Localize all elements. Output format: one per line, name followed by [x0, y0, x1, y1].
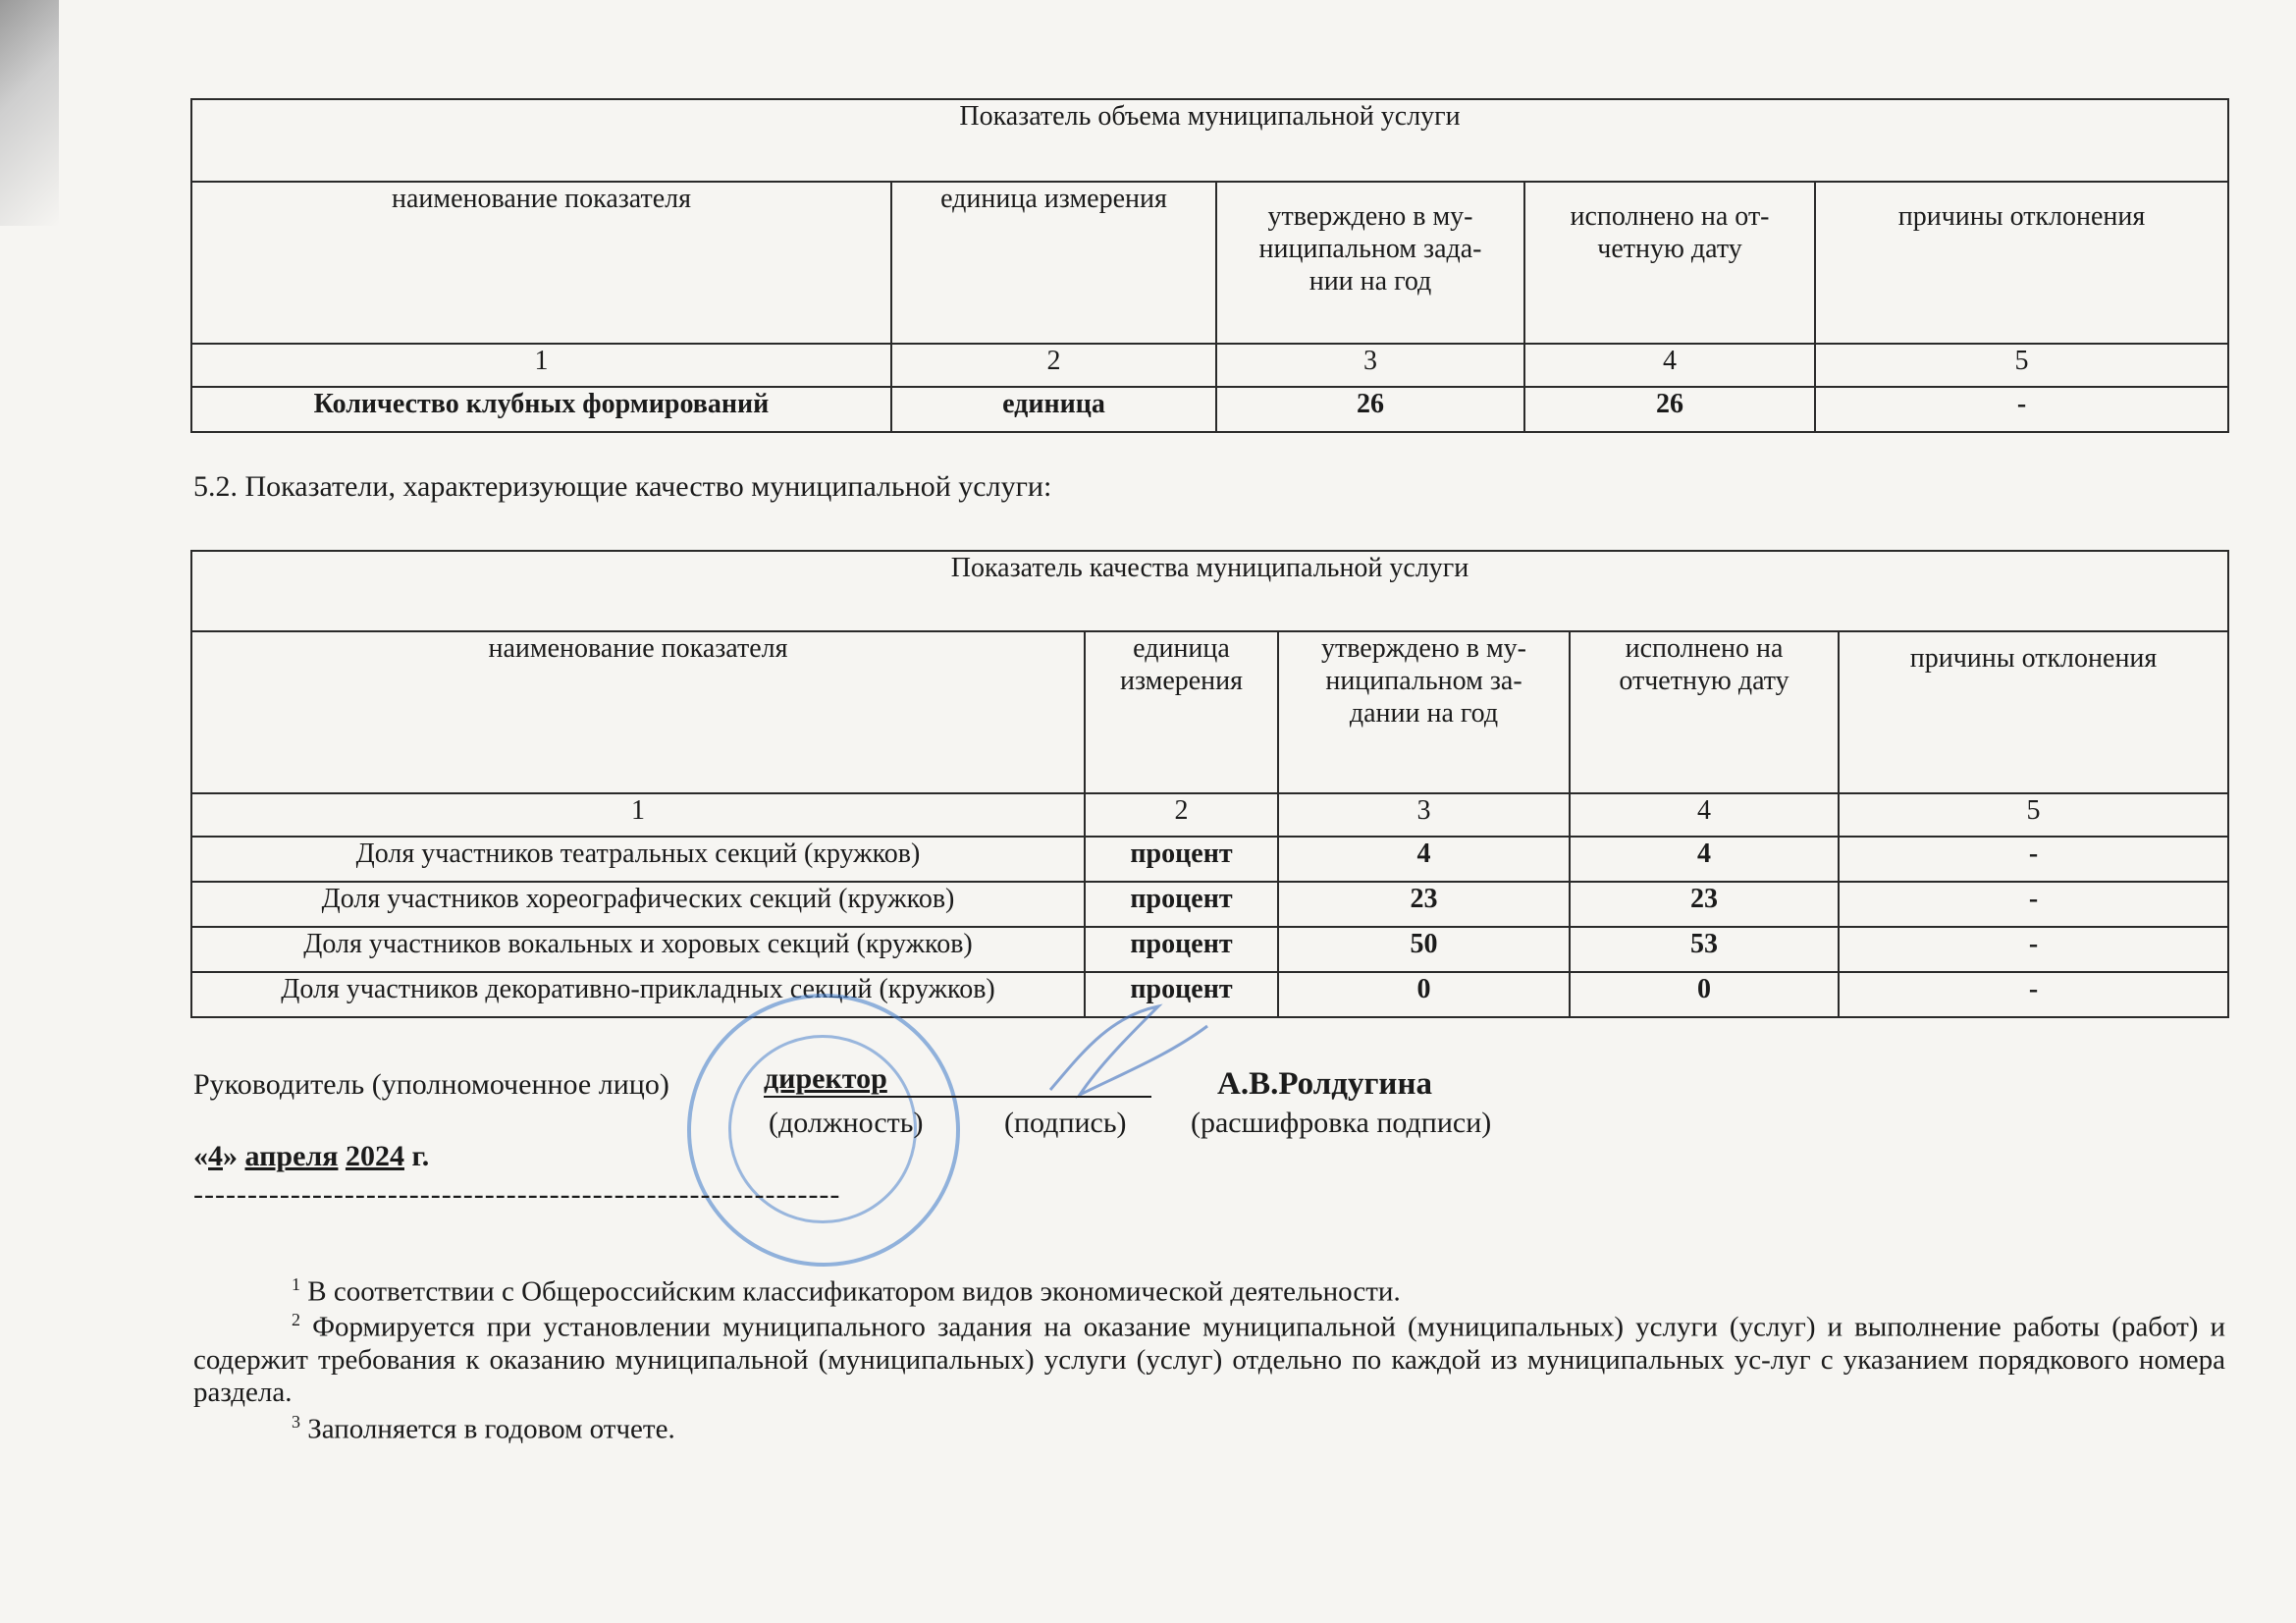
volume-colnum-4: 4 — [1524, 344, 1815, 387]
head-label: Руководитель (уполномоченное лицо) — [193, 1068, 669, 1101]
date-day: 4 — [208, 1140, 223, 1172]
volume-header-name: наименование показателя — [191, 182, 891, 344]
volume-header-row — [191, 182, 2228, 344]
volume-table — [190, 98, 2229, 433]
quality-row-unit: процент — [1085, 837, 1278, 882]
quality-row-done: 53 — [1570, 927, 1839, 972]
table-row — [191, 927, 2228, 972]
quality-colnum-3: 3 — [1278, 793, 1570, 837]
volume-colnum-2: 2 — [891, 344, 1216, 387]
quality-colnum-1: 1 — [191, 793, 1085, 837]
quality-colnum-5: 5 — [1839, 793, 2228, 837]
quality-colnum-row — [191, 793, 2228, 837]
scan-paper-edge — [0, 0, 59, 226]
quality-row-unit: процент — [1085, 927, 1278, 972]
quality-header-reason: причины отклонения — [1839, 631, 2228, 793]
volume-header-done: исполнено на от- четную дату — [1524, 182, 1815, 344]
quality-row-name: Доля участников театральных секций (кружков) — [191, 837, 1085, 882]
footnote-text: Заполняется в годовом отчете. — [307, 1413, 675, 1445]
volume-row-reason: - — [1815, 387, 2228, 432]
footnote-text: В соответствии с Общероссийским классификатором видов экономической деятельности. — [307, 1275, 1401, 1308]
quality-colnum-4: 4 — [1570, 793, 1839, 837]
footnote-mark: 1 — [292, 1274, 300, 1294]
date-suffix: г. — [411, 1140, 430, 1172]
quality-table-title: Показатель качества муниципальной услуги — [191, 551, 2228, 631]
quality-header-row — [191, 631, 2228, 793]
quality-row-name: Доля участников декоративно-прикладных секций (кружков) — [191, 972, 1085, 1017]
volume-colnum-1: 1 — [191, 344, 891, 387]
volume-title-row — [191, 99, 2228, 182]
volume-row-unit: единица — [891, 387, 1216, 432]
quality-row-done: 23 — [1570, 882, 1839, 927]
footnote-2 — [193, 1304, 2225, 1409]
quality-row-done: 0 — [1570, 972, 1839, 1017]
quality-title-row — [191, 551, 2228, 631]
table-row — [191, 882, 2228, 927]
name-caption: (расшифровка подписи) — [1191, 1107, 1492, 1139]
date-year: 2024 — [345, 1140, 404, 1172]
signature-caption: (подпись) — [1004, 1107, 1127, 1139]
quality-row-reason: - — [1839, 927, 2228, 972]
quality-row-approved: 23 — [1278, 882, 1570, 927]
date-open: « — [193, 1140, 208, 1172]
volume-colnum-5: 5 — [1815, 344, 2228, 387]
quality-header-name: наименование показателя — [191, 631, 1085, 793]
quality-caption: 5.2. Показатели, характеризующие качество муниципальной услуги: — [193, 470, 1052, 503]
volume-header-approved: утверждено в му- ниципальном зада- нии на год — [1216, 182, 1524, 344]
footnote-text: Формируется при установлении муниципального задания на оказание муниципальной (муниципальных) услуги (услуг) и выполнение работы (работ) и содержит требования к оказанию муниципальной (муниципальных) услуги (услуг) отдельно по каждой из муниципальных ус-луг с указанием порядкового номера раздела. — [193, 1311, 2226, 1408]
quality-row-approved: 50 — [1278, 927, 1570, 972]
quality-header-approved: утверждено в му- ниципальном за- дании на год — [1278, 631, 1570, 793]
quality-row-reason: - — [1839, 972, 2228, 1017]
quality-row-approved: 0 — [1278, 972, 1570, 1017]
quality-row-unit: процент — [1085, 972, 1278, 1017]
quality-row-done: 4 — [1570, 837, 1839, 882]
quality-row-unit: процент — [1085, 882, 1278, 927]
footnote-1 — [292, 1269, 2225, 1309]
footnote-mark: 3 — [292, 1412, 300, 1432]
footnote-mark: 2 — [292, 1310, 300, 1329]
report-date — [193, 1140, 429, 1173]
volume-header-unit: единица измерения — [891, 182, 1216, 344]
quality-table — [190, 550, 2229, 1018]
quality-row-approved: 4 — [1278, 837, 1570, 882]
footnote-separator: ------------------------------------------------------------ — [193, 1178, 841, 1211]
name-value: А.В.Ролдугина — [1217, 1066, 1432, 1102]
position-text: директор — [764, 1062, 887, 1095]
volume-colnum-row — [191, 344, 2228, 387]
quality-colnum-2: 2 — [1085, 793, 1278, 837]
volume-row-name: Количество клубных формирований — [191, 387, 891, 432]
quality-row-name: Доля участников вокальных и хоровых секций (кружков) — [191, 927, 1085, 972]
quality-header-done: исполнено на отчетную дату — [1570, 631, 1839, 793]
signature-row — [193, 1068, 669, 1102]
volume-row-approved: 26 — [1216, 387, 1524, 432]
date-month: апреля — [244, 1140, 339, 1172]
quality-row-reason: - — [1839, 882, 2228, 927]
date-close: » — [223, 1140, 238, 1172]
table-row — [191, 387, 2228, 432]
volume-header-reason: причины отклонения — [1815, 182, 2228, 344]
volume-table-title: Показатель объема муниципальной услуги — [191, 99, 2228, 182]
quality-row-reason: - — [1839, 837, 2228, 882]
quality-row-name: Доля участников хореографических секций (кружков) — [191, 882, 1085, 927]
table-row — [191, 837, 2228, 882]
position-value — [764, 1062, 1151, 1098]
volume-row-done: 26 — [1524, 387, 1815, 432]
position-caption: (должность) — [769, 1107, 924, 1139]
quality-header-unit: единица измерения — [1085, 631, 1278, 793]
volume-colnum-3: 3 — [1216, 344, 1524, 387]
footnote-3 — [292, 1406, 2225, 1446]
